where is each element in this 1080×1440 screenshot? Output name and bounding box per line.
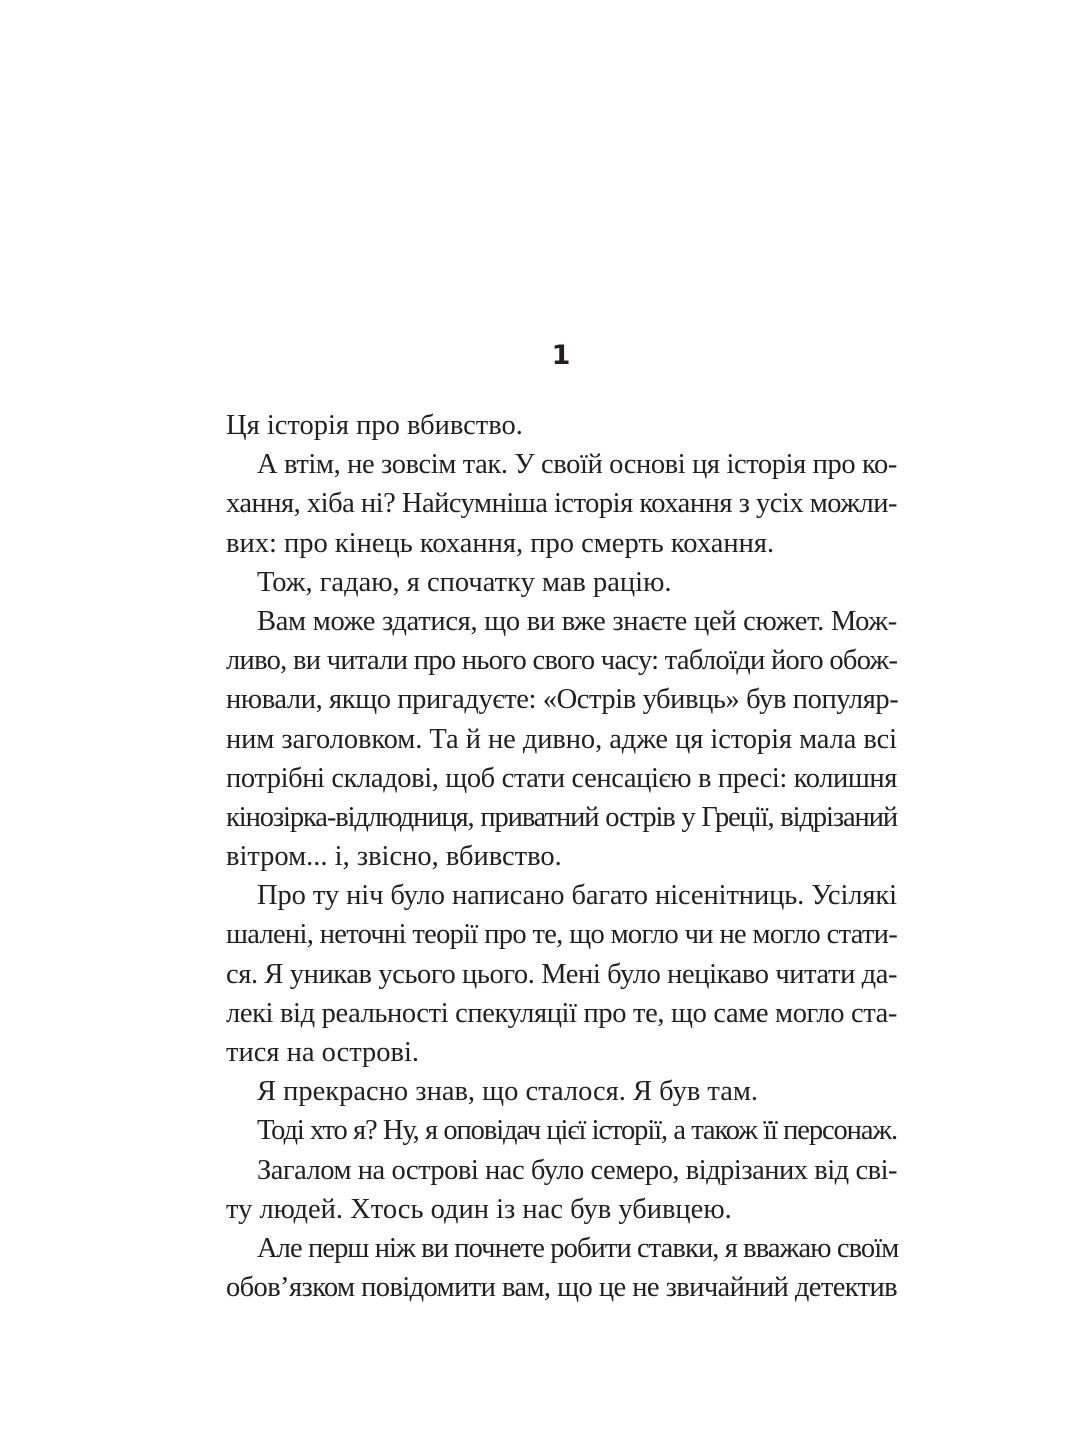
- text-line: вітром... і, звісно, вбивство.: [226, 841, 562, 873]
- text-line: вих: про кінець кохання, про смерть кохання.: [226, 527, 775, 559]
- text-line: шалені, неточні теорії про те, що могло чи не могло стати-: [226, 919, 897, 951]
- text-line: Вам може здатися, що ви вже знаєте цей сюжет. Мож-: [257, 605, 897, 637]
- text-line: Загалом на острові нас було семеро, відрізаних від сві-: [257, 1154, 897, 1186]
- text-line: ту людей. Хтось один із нас був убивцею.: [226, 1193, 732, 1225]
- text-line: кінозірка-відлюдниця, приватний острів у Греції, відрізаний: [226, 801, 897, 833]
- text-line: Я прекрасно знав, що сталося. Я був там.: [257, 1076, 759, 1108]
- text-line: Тож, гадаю, я спочатку мав рацію.: [257, 566, 672, 598]
- text-line: тися на острові.: [226, 1037, 420, 1068]
- text-line: нювали, якщо пригадуєте: «Острів убивць» був популяр-: [226, 684, 899, 716]
- text-line: потрібні складові, щоб стати сенсацією в пресі: колишня: [226, 762, 897, 794]
- text-line: лекі від реальності спекуляції про те, що саме могло ста-: [226, 997, 897, 1029]
- text-line: ся. Я уникав усього цього. Мені було нецікаво читати да-: [226, 958, 898, 990]
- text-line: Тоді хто я? Ну, я оповідач цієї історії, а також її персонаж.: [257, 1115, 897, 1147]
- text-line: ливо, ви читали про нього свого часу: таблоїди його обож-: [226, 645, 898, 677]
- text-line: хання, хіба ні? Найсумніша історія кохання з усіх можли-: [226, 488, 897, 520]
- chapter-number: 1: [551, 340, 571, 371]
- text-line: ним заголовком. Та й не дивно, адже ця історія мала всі: [226, 723, 897, 755]
- text-line: А втім, не зовсім так. У своїй основі ця історія про ко-: [257, 449, 897, 481]
- text-line: Про ту ніч було написано багато нісенітниць. Усілякі: [257, 880, 897, 912]
- chapter-text: [226, 406, 897, 1307]
- text-line: Ця історія про вбивство.: [226, 410, 523, 441]
- text-line: Але перш ніж ви почнете робити ставки, я вважаю своїм: [257, 1232, 899, 1264]
- text-line: обов’язком повідомити вам, що це не звичайний детектив: [226, 1272, 897, 1304]
